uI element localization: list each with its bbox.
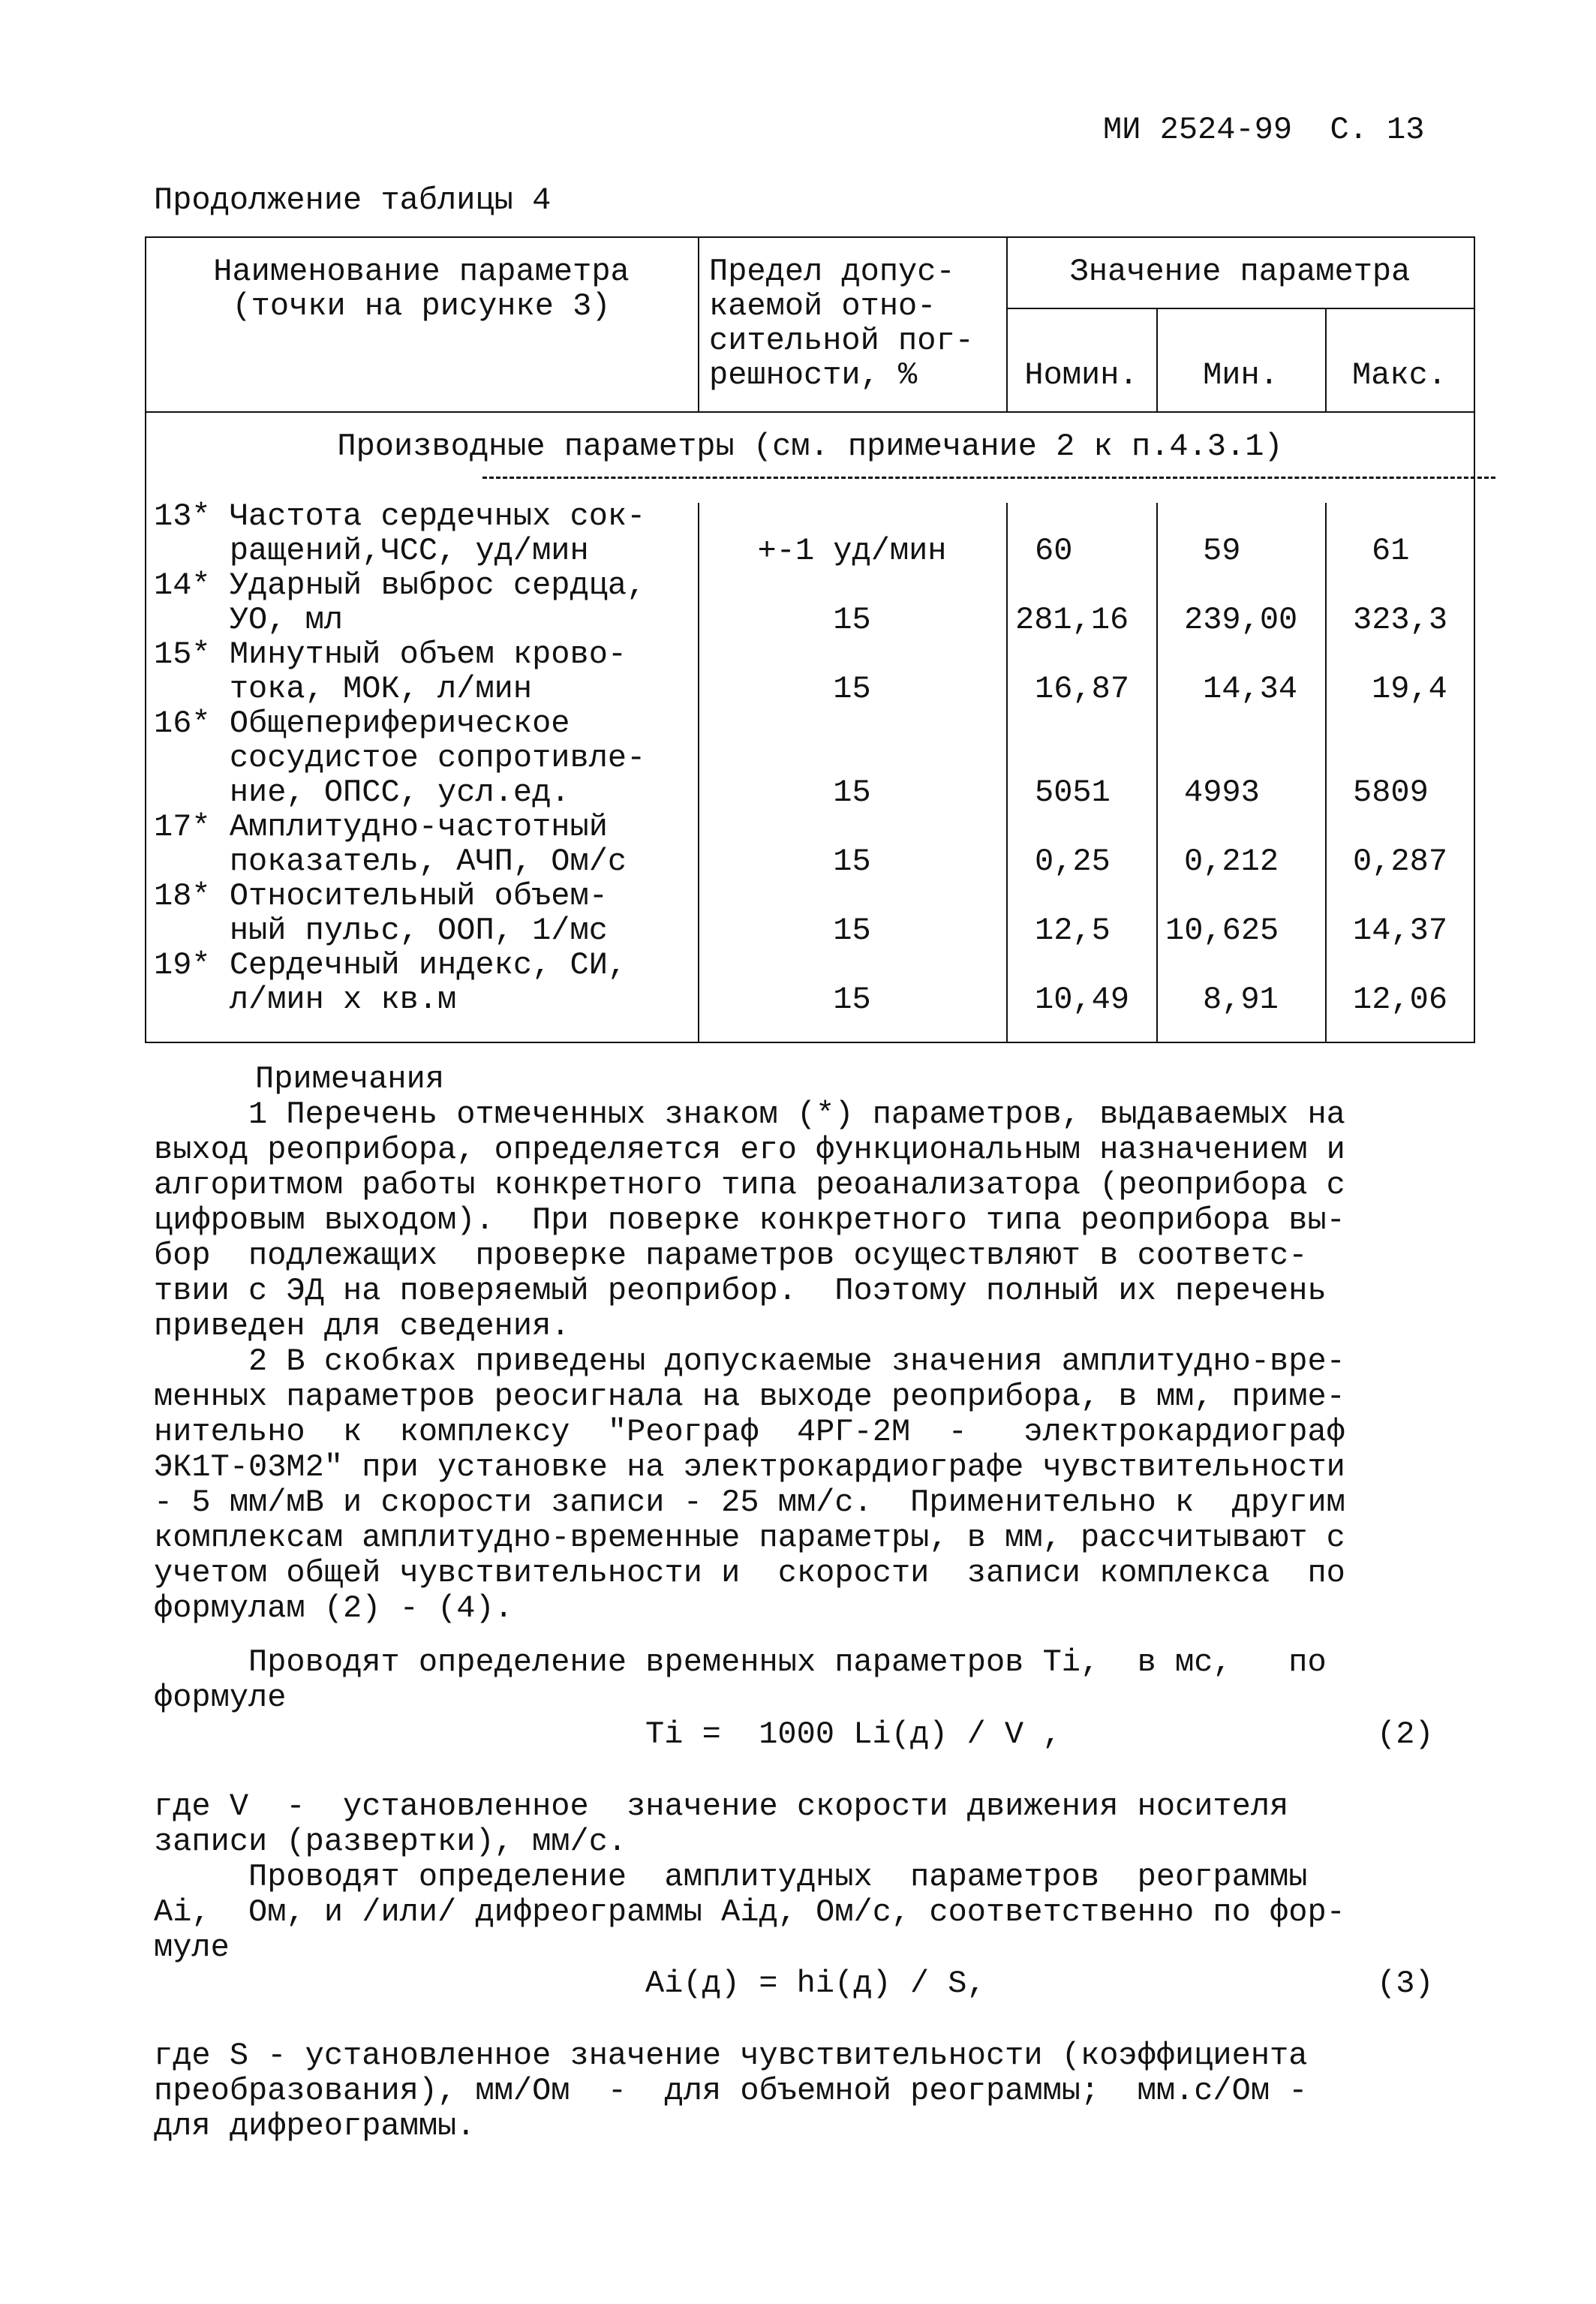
table-border-top [145, 236, 1475, 238]
note-line: цифровым выходом). При поверке конкретного типа реоприбора вы- [154, 1202, 1345, 1238]
row-15-name-line-2: тока, МОК, л/мин [154, 671, 533, 707]
row-15-nominal: 16,87 [1035, 671, 1130, 707]
row-17-max: 0,287 [1353, 844, 1448, 880]
row-15-name-line-1: 15* Минутный объем крово- [154, 636, 627, 672]
row-16-nominal: 5051 [1035, 775, 1111, 811]
note-line: менных параметров реосигнала на выходе реоприбора, в мм, приме- [154, 1379, 1345, 1415]
row-16-limit: 15 [833, 775, 871, 811]
row-14-name-line-2: УО, мл [154, 602, 344, 638]
formula-3: Ai(д) = hi(д) / S, [645, 1966, 986, 2002]
col-name-header-line-1: Наименование параметра [213, 254, 630, 290]
row-13-limit: +-1 уд/мин [757, 533, 947, 569]
note-line: комплексам амплитудно-временные параметры, в мм, рассчитывают с [154, 1520, 1345, 1556]
note-line: учетом общей чувствительности и скорости записи комплекса по [154, 1555, 1345, 1591]
row-16-max: 5809 [1353, 775, 1429, 811]
paragraph-sensitivity-line-2: преобразования), мм/Ом - для объемной реограммы; мм.с/Ом - [154, 2073, 1308, 2109]
formula-3-number: (3) [1377, 1966, 1434, 2002]
row-18-min: 10,625 [1165, 913, 1279, 949]
row-14-nominal: 281,16 [1015, 602, 1129, 638]
paragraph-time-params-line-2: формуле [154, 1680, 287, 1716]
section-title: Производные параметры (см. примечание 2 к п.4.3.1) [337, 429, 1283, 465]
paragraph-sensitivity-line-1: где S - установленное значение чувствительности (коэффициента [154, 2038, 1308, 2074]
row-19-name-line-1: 19* Сердечный индекс, СИ, [154, 947, 627, 983]
table-border-right [1474, 236, 1475, 1043]
row-19-nominal: 10,49 [1035, 982, 1130, 1018]
body-divider-min [1156, 503, 1158, 1043]
paragraph-amplitude-line-1: где V - установленное значение скорости движения носителя [154, 1788, 1289, 1824]
col-limit-header-line-2: каемой отно- [709, 288, 936, 324]
row-13-name-line-2: ращений,ЧСС, уд/мин [154, 533, 589, 569]
row-17-name-line-1: 17* Амплитудно-частотный [154, 809, 608, 845]
value-group-rule [1006, 308, 1474, 309]
body-divider-max [1325, 503, 1327, 1043]
formula-2-number: (2) [1377, 1716, 1434, 1752]
col-limit-header-line-3: сительной пог- [709, 323, 974, 359]
col-name-header-line-2: (точки на рисунке 3) [232, 288, 611, 324]
paragraph-amplitude-line-5: муле [154, 1930, 230, 1966]
row-19-limit: 15 [833, 982, 871, 1018]
row-18-name-line-1: 18* Относительный объем- [154, 878, 608, 914]
row-13-max: 61 [1372, 533, 1410, 569]
col-limit-header-line-1: Предел допус- [709, 254, 955, 290]
table-caption: Продолжение таблицы 4 [154, 182, 552, 218]
col-min-header: Мин. [1203, 357, 1279, 393]
note-line: твии с ЭД на поверяемый реоприбор. Поэтому полный их перечень [154, 1273, 1327, 1309]
row-13-name-line-1: 13* Частота сердечных сок- [154, 498, 646, 534]
note-line: нительно к комплексу "Реограф 4РГ-2М - электрокардиограф [154, 1414, 1345, 1450]
row-18-limit: 15 [833, 913, 871, 949]
row-14-max: 323,3 [1353, 602, 1448, 638]
col-limit-header-line-4: решности, % [709, 357, 918, 393]
paragraph-amplitude-line-4: Ai, Ом, и /или/ дифреограммы Aiд, Ом/с, соответственно по фор- [154, 1894, 1345, 1930]
note-line: ЭК1Т-03М2" при установке на электрокардиографе чувствительности [154, 1449, 1345, 1485]
row-16-name-line-2: сосудистое сопротивле- [154, 740, 646, 776]
note-line: выход реоприбора, определяется его функциональным назначением и [154, 1132, 1345, 1168]
note-line: 1 Перечень отмеченных знаком (*) параметров, выдаваемых на [154, 1096, 1345, 1132]
paragraph-amplitude-line-2: записи (развертки), мм/с. [154, 1824, 627, 1860]
note-line: приведен для сведения. [154, 1308, 570, 1344]
row-15-min: 14,34 [1203, 671, 1298, 707]
paragraph-amplitude-line-3: Проводят определение амплитудных параметров реограммы [154, 1859, 1308, 1895]
note-line: формулам (2) - (4). [154, 1590, 513, 1626]
table-border-bottom [145, 1042, 1475, 1043]
row-19-max: 12,06 [1353, 982, 1448, 1018]
header-divider-limit [698, 236, 699, 413]
row-15-limit: 15 [833, 671, 871, 707]
note-line: 2 В скобках приведены допускаемые значения амплитудно-вре- [154, 1343, 1345, 1379]
table-border-left [145, 236, 146, 1043]
row-14-name-line-1: 14* Ударный выброс сердца, [154, 567, 646, 603]
note-line: бор подлежащих проверке параметров осуществляют в соответс- [154, 1238, 1308, 1274]
body-divider-limit [698, 503, 699, 1043]
body-divider-values [1006, 503, 1008, 1043]
row-13-nominal: 60 [1035, 533, 1073, 569]
document-header-code: МИ 2524-99 С. 13 [1103, 112, 1425, 148]
note-line: - 5 мм/мВ и скорости записи - 25 мм/с. Применительно к другим [154, 1484, 1345, 1520]
row-16-name-line-3: ние, ОПСС, усл.ед. [154, 775, 570, 811]
paragraph-time-params-line-1: Проводят определение временных параметров Ti, в мс, по [154, 1644, 1327, 1680]
row-14-limit: 15 [833, 602, 871, 638]
row-15-max: 19,4 [1372, 671, 1447, 707]
notes-section [154, 1062, 1471, 1626]
row-16-name-line-1: 16* Общепериферическое [154, 705, 570, 741]
section-dashed-rule [482, 477, 1495, 479]
row-19-min: 8,91 [1203, 982, 1279, 1018]
header-bottom-rule [145, 411, 1475, 413]
paragraph-sensitivity-line-3: для дифреограммы. [154, 2108, 476, 2144]
col-value-group-header: Значение параметра [1069, 254, 1411, 290]
row-17-min: 0,212 [1184, 844, 1279, 880]
notes-title: Примечания [255, 1061, 445, 1097]
formula-2: Ti = 1000 Li(д) / V , [645, 1716, 1062, 1752]
row-17-name-line-2: показатель, АЧП, Ом/с [154, 844, 627, 880]
col-nominal-header: Номин. [1024, 357, 1138, 393]
row-18-max: 14,37 [1353, 913, 1448, 949]
row-17-limit: 15 [833, 844, 871, 880]
col-max-header: Макс. [1351, 357, 1447, 393]
row-18-name-line-2: ный пульс, ООП, 1/мс [154, 913, 608, 949]
row-16-min: 4993 [1184, 775, 1260, 811]
row-19-name-line-2: л/мин x кв.м [154, 982, 457, 1018]
row-18-nominal: 12,5 [1035, 913, 1111, 949]
note-line: алгоритмом работы конкретного типа реоанализатора (реоприбора с [154, 1167, 1345, 1203]
parameters-table [145, 236, 1475, 1043]
row-13-min: 59 [1203, 533, 1241, 569]
row-14-min: 239,00 [1184, 602, 1298, 638]
row-17-nominal: 0,25 [1035, 844, 1111, 880]
